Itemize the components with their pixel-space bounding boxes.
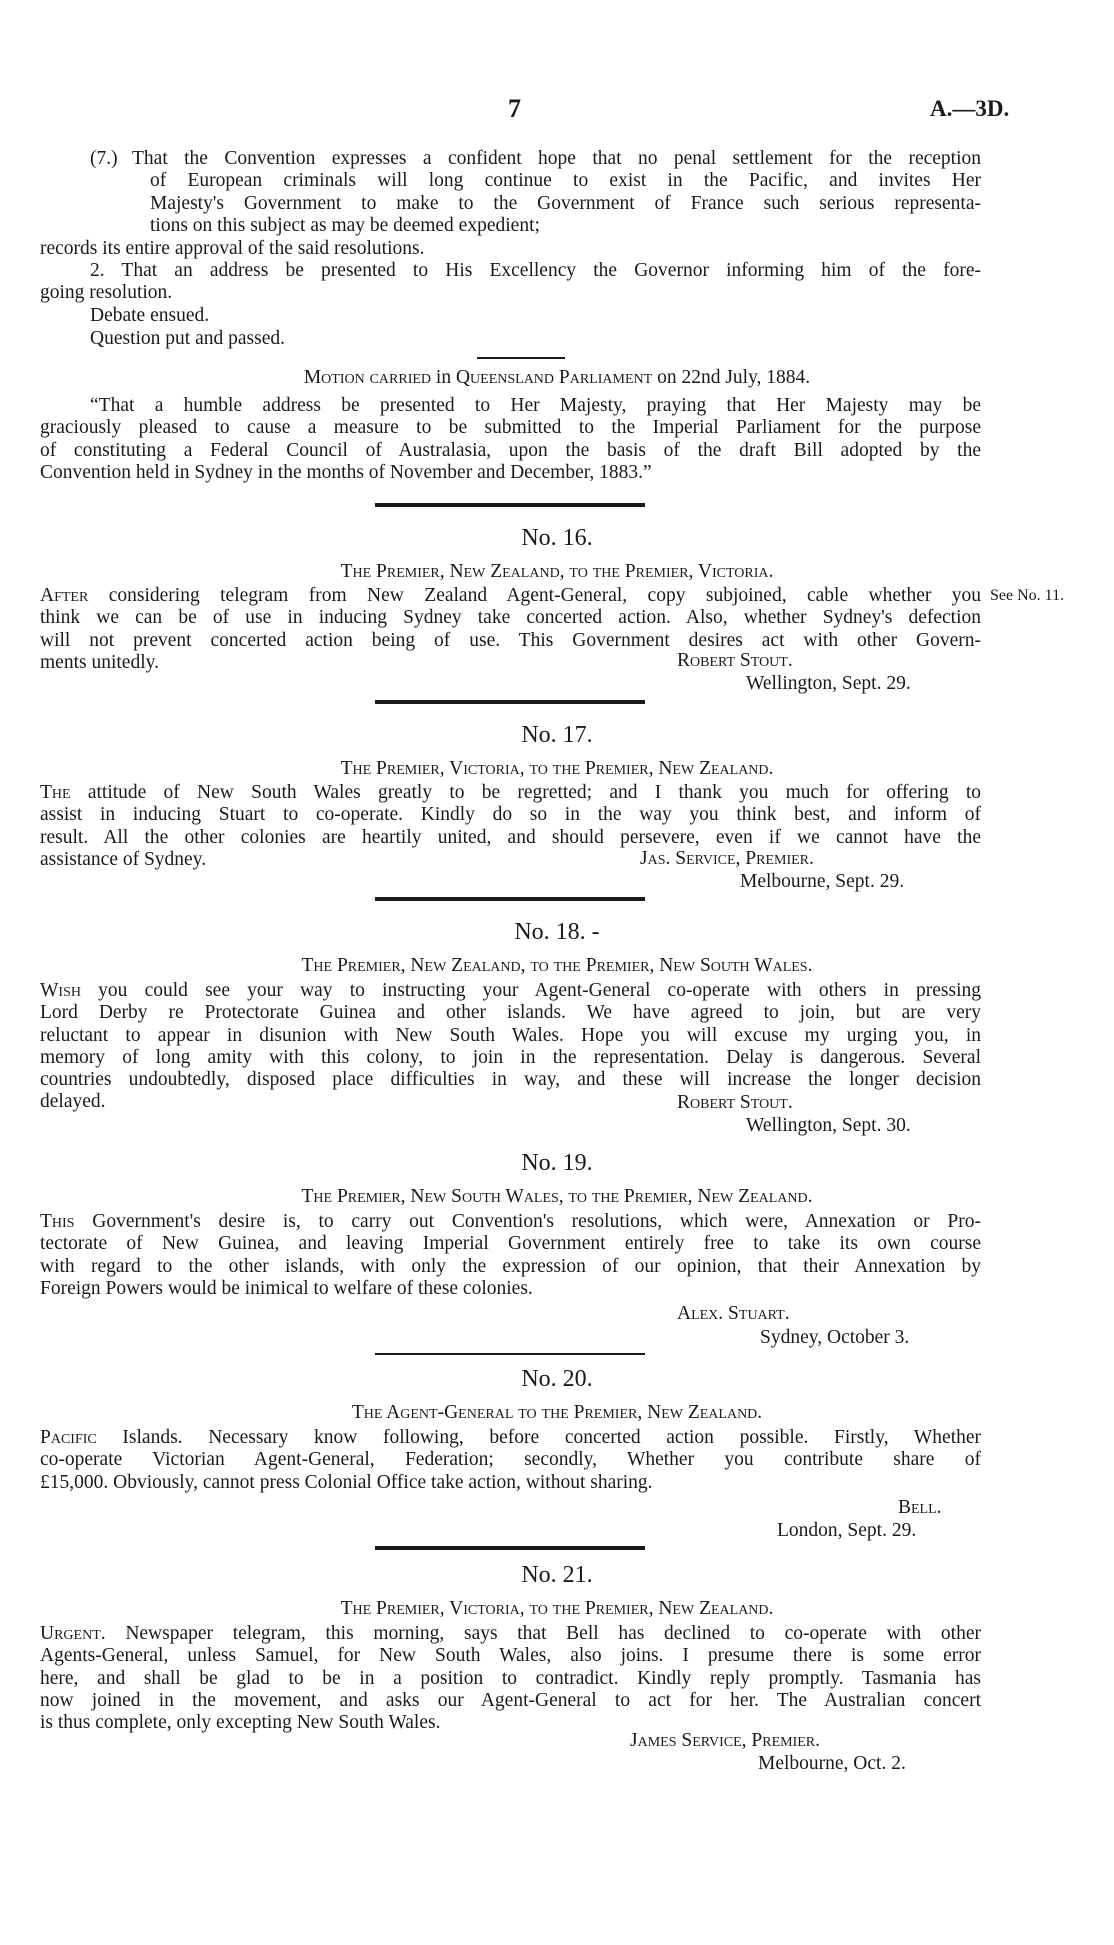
- section-line: co-operate Victorian Agent-General, Federation; secondly, Whether you contribute share of: [40, 1449, 981, 1471]
- motion-line: of constituting a Federal Council of Australasia, upon the basis of the draft Bill adopted by the: [40, 439, 981, 461]
- section-line: with regard to the other islands, with only the expression of our opinion, that their Annexation by: [40, 1255, 981, 1277]
- signature: Bell.: [898, 1497, 942, 1518]
- motion-heading-in: in: [435, 367, 452, 388]
- section-line: [40, 782, 981, 804]
- section-number: No. 17.: [521, 722, 593, 748]
- section-number: No. 16.: [521, 525, 593, 551]
- section-from-to: The Premier, New South Wales, to the Premier, New Zealand.: [301, 1186, 813, 1207]
- section-body: [40, 585, 981, 674]
- motion-heading-parliament: Queensland Parliament: [455, 367, 653, 388]
- debate-line: Debate ensued.: [90, 305, 210, 326]
- section-divider: [375, 503, 645, 507]
- section-first-word: Urgent.: [40, 1623, 106, 1644]
- section-from-to: The Premier, Victoria, to the Premier, New Zealand.: [340, 1598, 774, 1619]
- section-divider: [375, 1353, 645, 1355]
- records-line: records its entire approval of the said resolutions.: [40, 238, 425, 259]
- section-divider: [375, 700, 645, 704]
- section-line: countries undoubtedly, disposed place difficulties in way, and these will increase the longer decision: [40, 1069, 981, 1091]
- section-number: No. 19.: [521, 1150, 593, 1176]
- section-line: here, and shall be glad to be in a position to contradict. Kindly reply promptly. Tasmania has: [40, 1667, 981, 1689]
- section-first-word: This: [40, 1211, 75, 1232]
- motion-line: graciously pleased to cause a measure to be submitted to the Imperial Parliament for the purpose: [40, 417, 981, 439]
- motion-line: “That a humble address be presented to Her Majesty, praying that Her Majesty may be: [90, 395, 981, 416]
- item-2-line: 2. That an address be presented to His Excellency the Governor informing him of the fore-: [90, 260, 981, 281]
- section-line: Agents-General, unless Samuel, for New South Wales, also joins. I presume there is some error: [40, 1645, 981, 1667]
- item-2-line: going resolution.: [40, 282, 173, 304]
- section-line: [40, 1623, 981, 1645]
- section-line: tectorate of New Guinea, and leaving Imperial Government entirely free to take its own course: [40, 1233, 981, 1255]
- item-7-line: That the Convention expresses a confident hope that no penal settlement for the reception: [132, 148, 981, 169]
- page-number: 7: [508, 94, 521, 123]
- motion-heading-pre: Motion carried: [303, 367, 432, 388]
- signature: Robert Stout.: [677, 1092, 793, 1113]
- place-date: London, Sept. 29.: [777, 1520, 917, 1541]
- document-reference: A.—3D.: [930, 96, 1010, 121]
- place-date: Wellington, Sept. 29.: [746, 673, 911, 694]
- section-divider: [375, 897, 645, 901]
- section-line-text: you could see your way to instructing your Agent-General co-operate with others in pressing: [98, 980, 981, 1001]
- section-from-to: The Premier, Victoria, to the Premier, New Zealand.: [340, 758, 774, 779]
- item-7-line: of European criminals will long continue to exist in the Pacific, and invites Her: [150, 170, 981, 192]
- side-note: See No. 11.: [990, 587, 1065, 604]
- place-date: Wellington, Sept. 30.: [746, 1115, 911, 1136]
- section-from-to: The Premier, New Zealand, to the Premier, New South Wales.: [301, 955, 813, 976]
- section-body: [40, 1623, 981, 1734]
- section-first-word: After: [40, 585, 89, 606]
- section-line-text: considering telegram from New Zealand Agent-General, copy subjoined, cable whether you: [108, 585, 982, 606]
- section-divider: [375, 1546, 645, 1550]
- short-divider: [477, 357, 565, 359]
- section-line: now joined in the movement, and asks our Agent-General to act for her. The Australian concert: [40, 1689, 981, 1711]
- item-7-line: Majesty's Government to make to the Government of France such serious representa-: [150, 192, 981, 214]
- section-body: [40, 1211, 981, 1300]
- section-line: Foreign Powers would be inimical to welfare of these colonies.: [40, 1277, 533, 1299]
- motion-text: [40, 395, 981, 484]
- item-7-label: (7.): [90, 148, 118, 169]
- section-line: assistance of Sydney.: [40, 848, 207, 870]
- item-2-text: [40, 260, 981, 305]
- section-line: [40, 585, 981, 607]
- place-date: Melbourne, Oct. 2.: [758, 1753, 906, 1774]
- section-line-text: Government's desire is, to carry out Convention's resolutions, which were, Annexation or Pro-: [92, 1211, 981, 1232]
- section-line: [40, 1427, 981, 1449]
- section-line: Lord Derby re Protectorate Guinea and other islands. We have agreed to join, but are very: [40, 1002, 981, 1024]
- section-body: [40, 782, 981, 871]
- motion-line: Convention held in Sydney in the months of November and December, 1883.”: [40, 461, 652, 483]
- section-line: assist in inducing Stuart to co-operate. Kindly do so in the way you think best, and inform of: [40, 804, 981, 826]
- section-number: No. 21.: [521, 1562, 593, 1588]
- section-line: think we can be of use in inducing Sydney take concerted action. Also, whether Sydney's defection: [40, 607, 981, 629]
- place-date: Melbourne, Sept. 29.: [740, 871, 905, 892]
- section-line: £15,000. Obviously, cannot press Colonial Office take action, without sharing.: [40, 1471, 653, 1493]
- section-line: memory of long amity with this colony, to join in the representation. Delay is dangerous. Several: [40, 1046, 981, 1068]
- question-line: Question put and passed.: [90, 328, 285, 349]
- section-line: is thus complete, only excepting New South Wales.: [40, 1712, 441, 1734]
- section-line-text: Newspaper telegram, this morning, says that Bell has declined to co-operate with other: [125, 1623, 982, 1644]
- section-line: reluctant to appear in disunion with New South Wales. Hope you will excuse my urging you, in: [40, 1024, 981, 1046]
- section-line: ments unitedly.: [40, 651, 159, 673]
- section-first-word: Wish: [40, 980, 81, 1001]
- section-body: [40, 980, 981, 1114]
- section-from-to: The Premier, New Zealand, to the Premier, Victoria.: [340, 561, 774, 582]
- signature: Jas. Service, Premier.: [640, 848, 814, 869]
- section-first-word: The: [40, 782, 71, 803]
- section-line: will not prevent concerted action being of use. This Government desires act with other Govern-: [40, 629, 981, 651]
- section-line: [40, 980, 981, 1002]
- item-7-text: [132, 148, 981, 237]
- section-line: result. All the other colonies are heartily united, and should persevere, even if we cannot have the: [40, 826, 981, 848]
- signature: James Service, Premier.: [630, 1730, 820, 1751]
- place-date: Sydney, October 3.: [760, 1327, 910, 1348]
- signature: Alex. Stuart.: [677, 1303, 790, 1324]
- signature: Robert Stout.: [677, 650, 793, 671]
- item-7-line: tions on this subject as may be deemed expedient;: [150, 214, 540, 236]
- section-body: [40, 1427, 981, 1494]
- section-line-text: Islands. Necessary know following, before concerted action possible. Firstly, Whether: [122, 1427, 982, 1448]
- section-line: [40, 1211, 981, 1233]
- motion-heading-date: on 22nd July, 1884.: [657, 367, 811, 388]
- section-first-word: Pacific: [40, 1427, 97, 1448]
- section-number: No. 18. -: [514, 919, 600, 945]
- section-number: No. 20.: [521, 1366, 593, 1392]
- section-line-text: attitude of New South Wales greatly to be regretted; and I thank you much for offering to: [87, 782, 981, 803]
- section-from-to: The Agent-General to the Premier, New Zealand.: [351, 1402, 763, 1423]
- section-line: delayed.: [40, 1091, 106, 1113]
- motion-heading: [0, 367, 1114, 389]
